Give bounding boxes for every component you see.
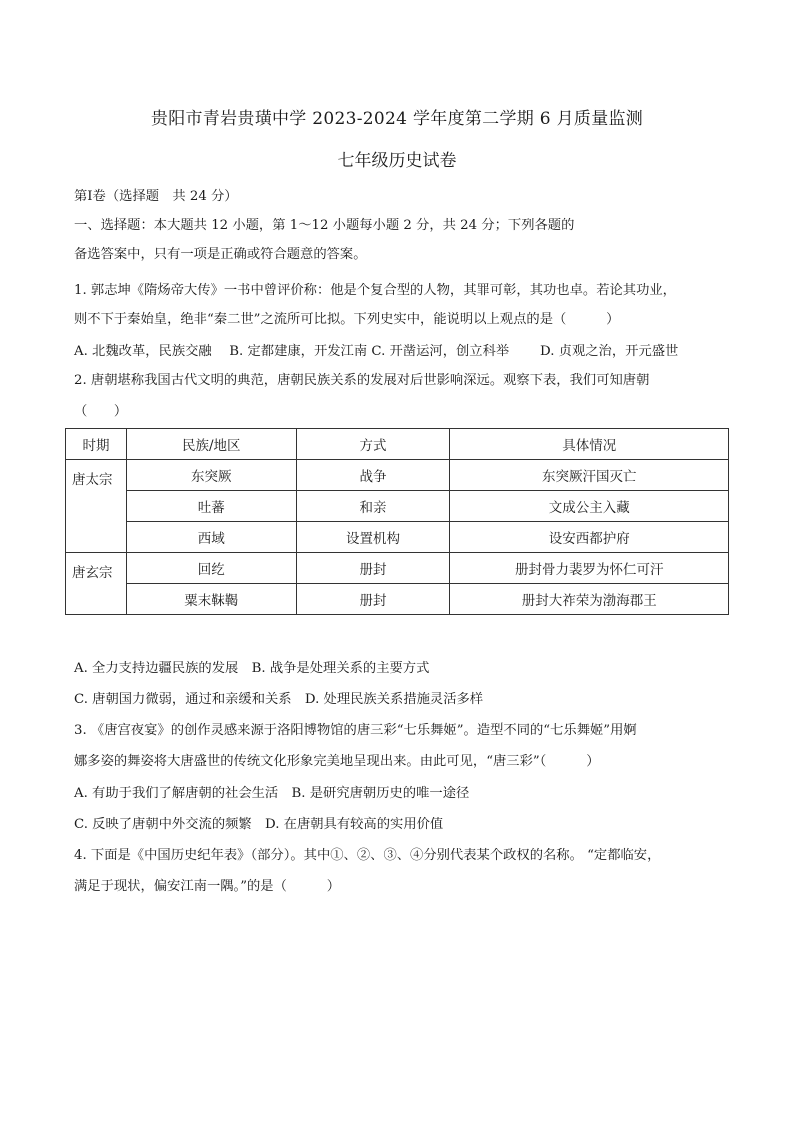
table-cell: 东突厥 <box>126 460 296 491</box>
table-row <box>66 522 729 553</box>
q1-stem-line-1: 1. 郭志坤《隋炀帝大传》一书中曾评价称：他是个复合型的人物，其罪可彰，其功也卓。若论其功业， <box>74 283 676 298</box>
table-cell: 册封 <box>296 553 450 584</box>
history-table <box>65 428 729 615</box>
table-header-cell: 时期 <box>66 429 127 460</box>
q2-stem-line-1: 2. 唐朝堪称我国古代文明的典范，唐朝民族关系的发展对后世影响深远。观察下表，我们可知唐朝 <box>74 373 650 388</box>
table-header-cell: 民族/地区 <box>126 429 296 460</box>
q2-stem-line-2: （ ） <box>74 404 128 419</box>
q4-stem-line-2: 满足于现状，偏安江南一隅。”的是（ ） <box>74 879 341 894</box>
table-cell: 册封大祚荣为渤海郡王 <box>450 584 729 615</box>
exam-subtitle: 七年级历史试卷 <box>337 151 457 171</box>
table-cell: 回纥 <box>126 553 296 584</box>
q3-options-line-2: C. 反映了唐朝中外交流的频繁 D. 在唐朝具有较高的实用价值 <box>74 817 444 832</box>
q4-stem-line-1: 4. 下面是《中国历史纪年表》（部分）。其中①、②、③、④分别代表某个政权的名称。 “定都临安， <box>74 848 661 863</box>
q2-options-line-2: C. 唐朝国力微弱，通过和亲缓和关系 D. 处理民族关系措施灵活多样 <box>74 692 484 707</box>
table-row <box>66 460 729 491</box>
q3-options-line-1: A. 有助于我们了解唐朝的社会生活 B. 是研究唐朝历史的唯一途径 <box>74 786 470 801</box>
table-cell: 粟末靺鞨 <box>126 584 296 615</box>
table-cell: 文成公主入藏 <box>450 491 729 522</box>
period-cell: 唐太宗 <box>66 460 127 553</box>
instruction-line-2: 备选答案中，只有一项是正确或符合题意的答案。 <box>74 247 367 262</box>
table-cell: 西域 <box>126 522 296 553</box>
q2-options-line-1: A. 全力支持边疆民族的发展 B. 战争是处理关系的主要方式 <box>74 661 430 676</box>
period-cell: 唐玄宗 <box>66 553 127 615</box>
q3-stem-line-1: 3. 《唐宫夜宴》的创作灵感来源于洛阳博物馆的唐三彩“七乐舞姬”。造型不同的“七乐舞姬”用婀 <box>74 723 637 738</box>
table-row <box>66 584 729 615</box>
q3-stem-line-2: 娜多姿的舞姿将大唐盛世的传统文化形象完美地呈现出来。由此可见，“唐三彩”（ ） <box>74 754 600 769</box>
instruction-line-1: 一、选择题：本大题共 12 小题，第 1～12 小题每小题 2 分，共 24 分；下列各题的 <box>74 218 575 233</box>
table-row <box>66 491 729 522</box>
table-cell: 吐蕃 <box>126 491 296 522</box>
table-cell: 设置机构 <box>296 522 450 553</box>
table-header-cell: 具体情况 <box>450 429 729 460</box>
table-header-cell: 方式 <box>296 429 450 460</box>
table-cell: 设安西都护府 <box>450 522 729 553</box>
exam-title: 贵阳市青岩贵璜中学 2023-2024 学年度第二学期 6 月质量监测 <box>150 109 644 129</box>
table-cell: 册封 <box>296 584 450 615</box>
table-cell: 战争 <box>296 460 450 491</box>
table-cell: 册封骨力裴罗为怀仁可汗 <box>450 553 729 584</box>
table-cell: 东突厥汗国灭亡 <box>450 460 729 491</box>
table-header-row <box>66 429 729 460</box>
table-cell: 和亲 <box>296 491 450 522</box>
table-row <box>66 553 729 584</box>
section-heading: 第Ⅰ卷（选择题 共 24 分） <box>74 189 238 204</box>
q1-stem-line-2: 则不下于秦始皇，绝非“秦二世”之流所可比拟。下列史实中，能说明以上观点的是（ ） <box>74 312 620 327</box>
q1-options: A. 北魏改革，民族交融 B. 定都建康，开发江南 C. 开凿运河，创立科举 D. 贞观之治，开元盛世 <box>74 344 679 359</box>
